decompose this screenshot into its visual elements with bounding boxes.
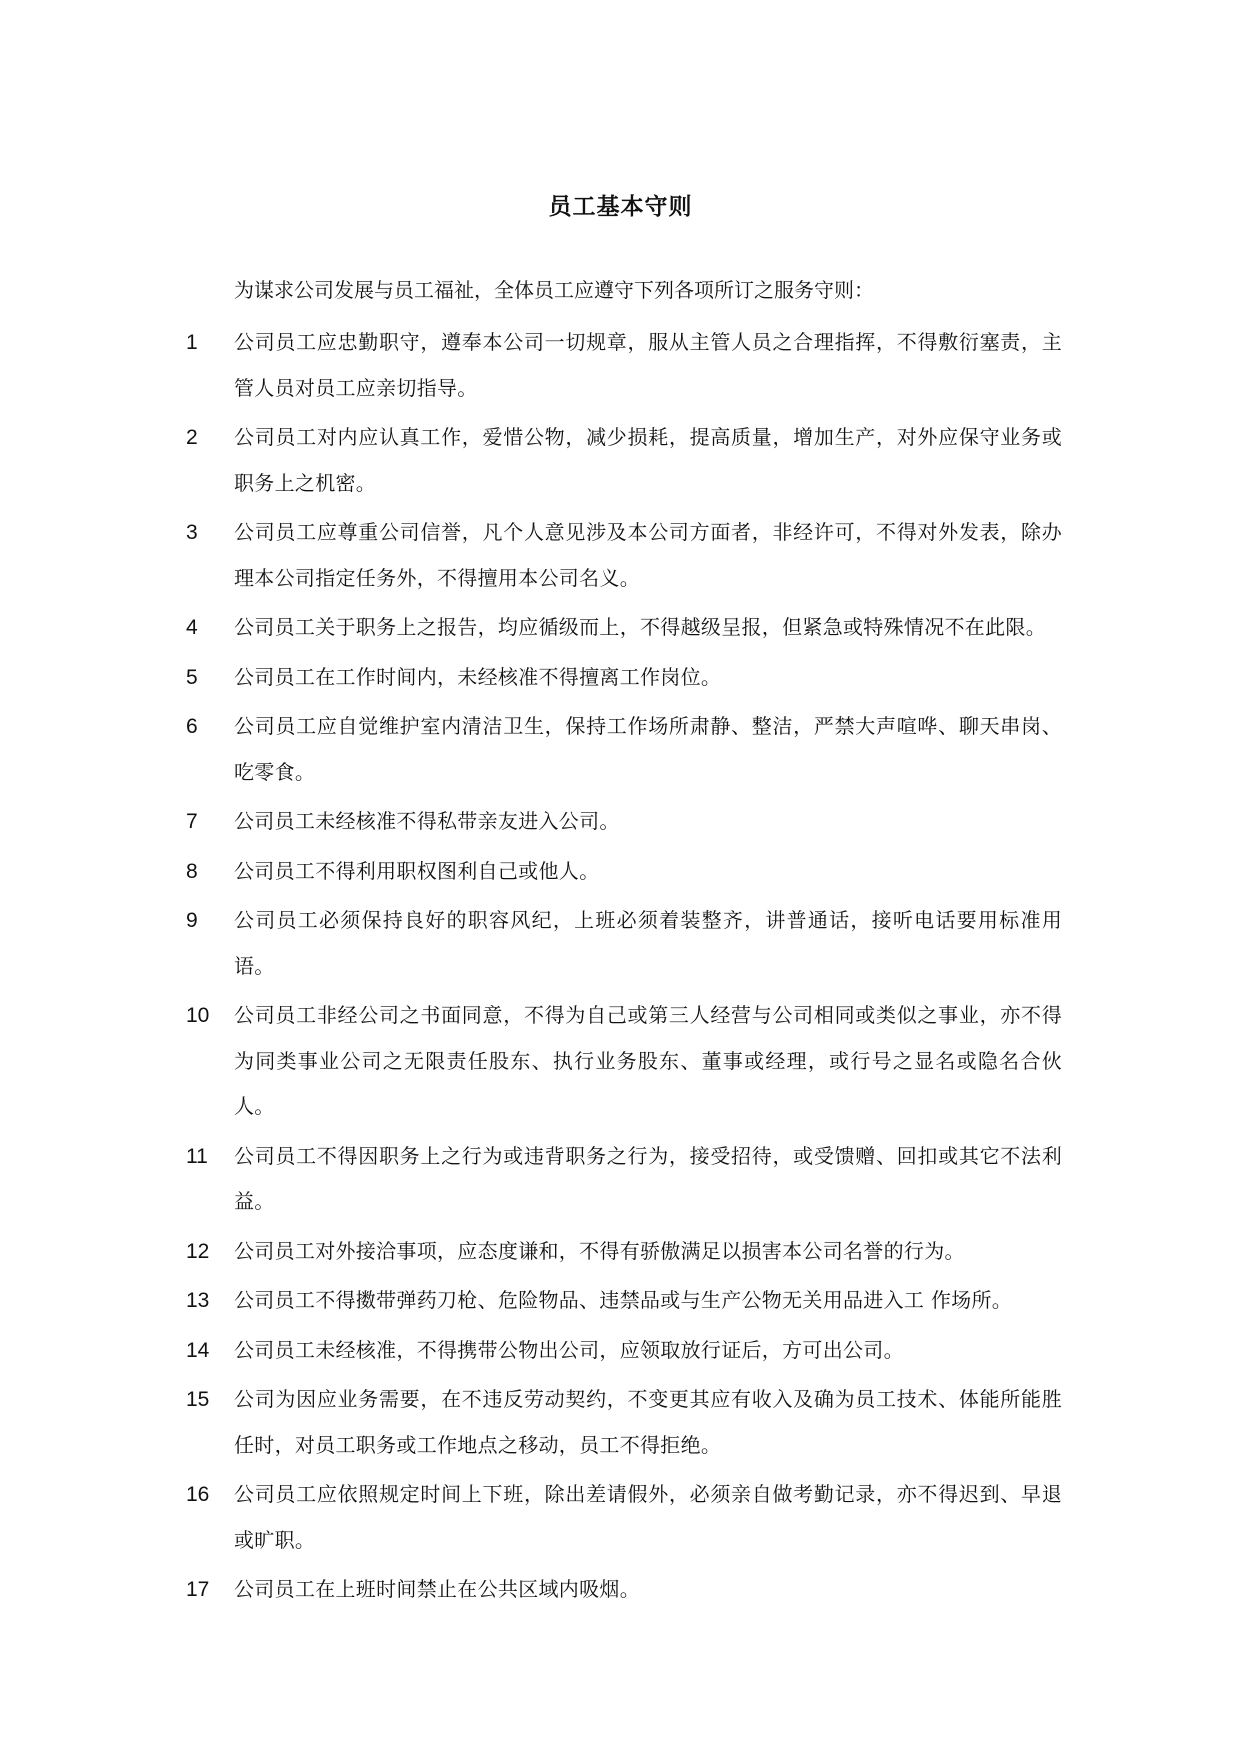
rule-item (186, 898, 1066, 989)
rule-number: 5 (186, 665, 198, 689)
rule-item (186, 415, 1066, 506)
rule-text: 公司员工不得利用职权图利自己或他人。 (234, 858, 600, 883)
rule-number: 13 (186, 1289, 210, 1312)
rule-item (186, 849, 1066, 895)
rule-number: 1 (186, 331, 198, 354)
rule-number: 3 (186, 521, 198, 544)
rule-text: 公司员工对外接洽事项，应态度谦和，不得有骄傲满足以损害本公司名誉的行为。 (234, 1238, 965, 1263)
rule-number: 10 (186, 1004, 210, 1027)
rule-text: 公司员工关于职务上之报告，均应循级而上，不得越级呈报，但紧急或特殊情况不在此限。 (234, 615, 1046, 639)
rule-text: 公司员工未经核准，不得携带公物出公司，应领取放行证后，方可出公司。 (234, 1337, 904, 1362)
rule-item (186, 799, 1066, 845)
rule-number: 7 (186, 810, 198, 833)
rule-number: 4 (186, 616, 198, 639)
rule-number: 14 (186, 1338, 210, 1362)
rule-item (186, 655, 1066, 701)
rule-number: 8 (186, 859, 198, 883)
rule-item (186, 1472, 1066, 1563)
rule-item (186, 1278, 1066, 1324)
rule-item (186, 1134, 1066, 1225)
rule-number: 11 (186, 1144, 208, 1168)
rule-number: 15 (186, 1388, 210, 1411)
intro-paragraph: 为谋求公司发展与员工福祉，全体员工应遵守下列各项所订之服务守则： (234, 278, 874, 302)
rule-text: 公司为因应业务需要，在不违反劳动契约，不变更其应有收入及确为员工技术、体能所能胜任时，对员工职务或工作地点之移动，员工不得拒绝。 (234, 1387, 1062, 1457)
rule-text: 公司员工未经核准不得私带亲友进入公司。 (234, 809, 620, 833)
rules-list (186, 320, 1066, 1617)
rule-item (186, 993, 1066, 1130)
rule-text: 公司员工应依照规定时间上下班，除出差请假外，必须亲自做考勤记录，亦不得迟到、早退或旷职。 (234, 1482, 1062, 1552)
rule-item (186, 510, 1066, 601)
rule-text: 公司员工在上班时间禁止在公共区域内吸烟。 (234, 1577, 640, 1601)
rule-number: 6 (186, 715, 198, 738)
rule-item (186, 704, 1066, 795)
rule-text: 公司员工在工作时间内，未经核准不得擅离工作岗位。 (234, 664, 722, 689)
rule-text: 公司员工不得擞带弹药刀枪、危险物品、违禁品或与生产公物无关用品进入工 作场所。 (234, 1288, 1013, 1312)
rule-item (186, 1328, 1066, 1374)
rule-number: 2 (186, 426, 198, 449)
rule-text: 公司员工必须保持良好的职容风纪，上班必须着装整齐，讲普通话，接听电话要用标准用语。 (234, 908, 1062, 978)
rule-text: 公司员工应自觉维护室内清洁卫生，保持工作场所肃静、整洁，严禁大声喧哗、聊天串岗、吃零食。 (234, 714, 1062, 784)
rule-text: 公司员工不得因职务上之行为或违背职务之行为，接受招待，或受馈赠、回扣或其它不法利益。 (234, 1143, 1062, 1213)
rule-number: 16 (186, 1483, 210, 1506)
rule-text: 公司员工非经公司之书面同意，不得为自己或第三人经营与公司相同或类似之事业，亦不得为同类事业公司之无限责任股东、执行业务股东、董事或经理，或行号之显名或隐名合伙人。 (234, 1003, 1062, 1118)
rule-item (186, 1567, 1066, 1613)
rule-text: 公司员工应忠勤职守，遵奉本公司一切规章，服从主管人员之合理指挥，不得敷衍塞责，主管人员对员工应亲切指导。 (234, 330, 1062, 400)
rule-text: 公司员工应尊重公司信誉，凡个人意见涉及本公司方面者，非经许可，不得对外发表，除办理本公司指定任务外，不得擅用本公司名义。 (234, 520, 1062, 590)
rule-number: 9 (186, 909, 198, 932)
rule-item (186, 1229, 1066, 1275)
rule-item (186, 1377, 1066, 1468)
rule-number: 17 (186, 1578, 210, 1601)
rule-item (186, 605, 1066, 651)
rule-text: 公司员工对内应认真工作，爱惜公物，减少损耗，提高质量，增加生产，对外应保守业务或职务上之机密。 (234, 425, 1062, 495)
rule-item (186, 320, 1066, 411)
document-title: 员工基本守则 (548, 194, 693, 220)
rule-number: 12 (186, 1239, 210, 1263)
